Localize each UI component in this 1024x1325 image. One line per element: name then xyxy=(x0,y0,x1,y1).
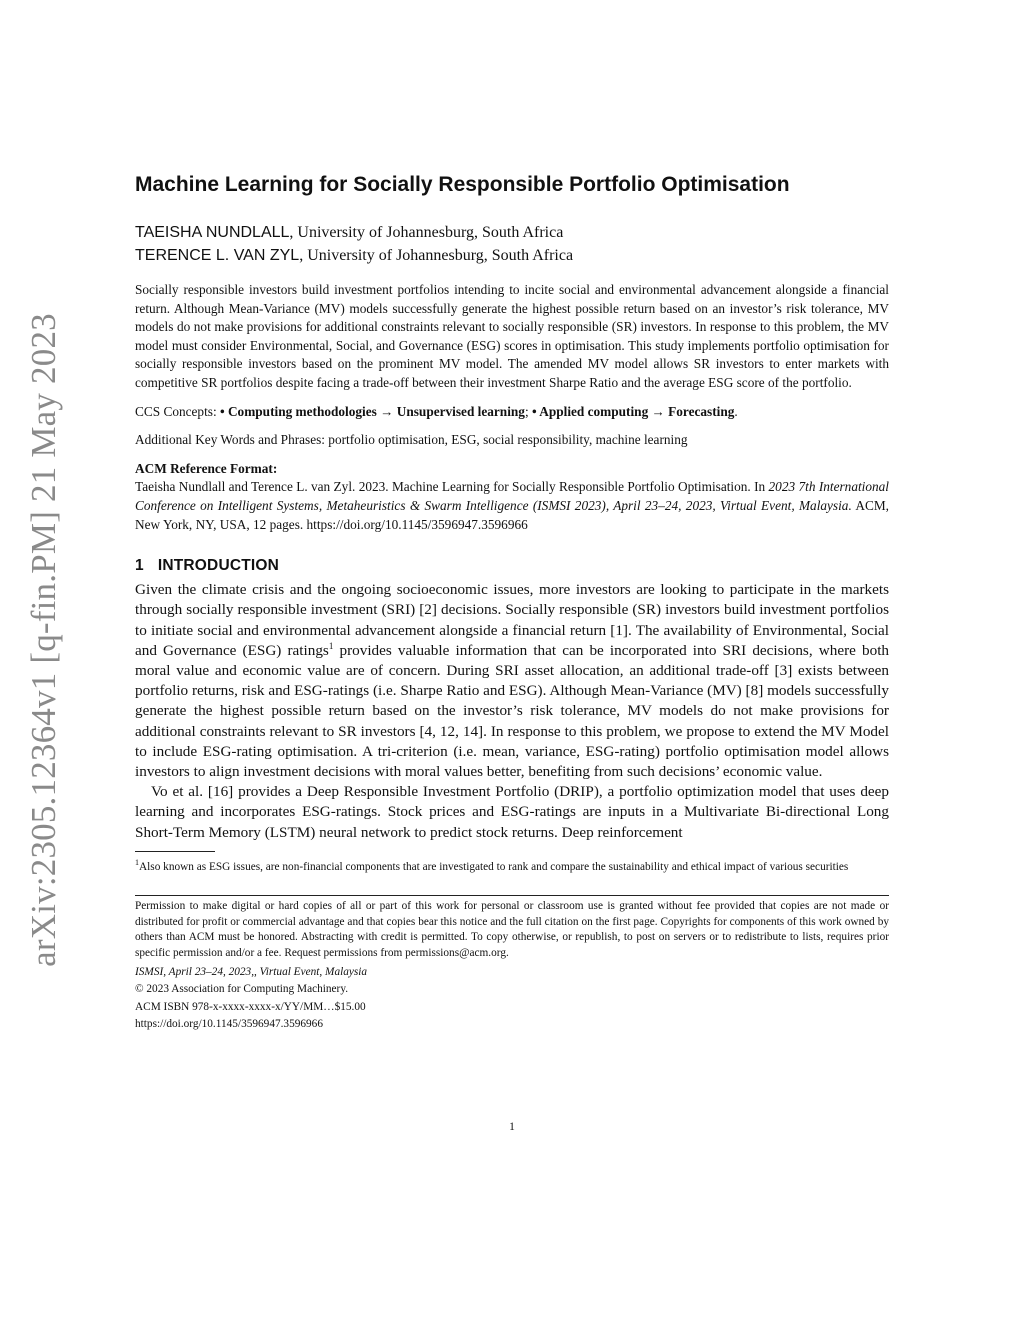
isbn-line: ACM ISBN 978-x-xxxx-xxxx-x/YY/MM…$15.00 xyxy=(135,1000,366,1013)
arxiv-identifier-text: arXiv:2305.12364v1 [q-fin.PM] 21 May 2023 xyxy=(24,313,63,967)
footnote xyxy=(135,855,889,875)
author-affiliation: , University of Johannesburg, South Africa xyxy=(299,247,574,264)
reference-authors-title: Taeisha Nundlall and Terence L. van Zyl. 2023. Machine Learning for Socially Responsible Portfolio Optimisation. In xyxy=(135,479,769,495)
ccs-end: . xyxy=(734,403,738,419)
intro-paragraph-2: Vo et al. [16] provides a Deep Responsible Investment Portfolio (DRIP), a portfolio optimization model that uses deep learning and incorporates ESG-ratings. Stock prices and ESG-ratings are inputs in a Multivariate Bi-directional Long Short-Term Memory (LSTM) neural network to predict stock returns. Deep reinforcement xyxy=(135,783,889,841)
conference-line: ISMSI, April 23–24, 2023,, Virtual Event, Malaysia xyxy=(135,965,368,978)
copyright-line: © 2023 Association for Computing Machinery. xyxy=(135,983,349,995)
reference-publisher: ACM, New York, NY, USA, 12 pages. https://doi.org/10.1145/3596947.3596966 xyxy=(135,497,889,532)
section-title: INTRODUCTION xyxy=(157,557,280,575)
author-affiliation: , University of Johannesburg, South Africa xyxy=(289,224,564,241)
intro-paragraph-1 xyxy=(135,580,889,782)
keywords: Additional Key Words and Phrases: portfolio optimisation, ESG, social responsibility, machine learning xyxy=(135,432,688,448)
footnote-divider xyxy=(135,851,215,852)
author-name: TAEISHA NUNDLALL xyxy=(135,224,290,241)
acm-reference-heading: ACM Reference Format: xyxy=(135,460,278,476)
ccs-concept-1: • Computing methodologies → Unsupervised learning xyxy=(219,403,525,419)
ccs-concepts xyxy=(135,403,889,422)
section-heading xyxy=(135,556,889,576)
author-2 xyxy=(135,244,889,267)
section-number: 1 xyxy=(135,557,144,575)
paper-page xyxy=(135,171,889,1034)
author-1 xyxy=(135,221,889,244)
footnote-text: Also known as ESG issues, are non-financial components that are investigated to rank and compare the sustainability and ethical impact of various securities xyxy=(139,860,849,873)
acm-reference-format xyxy=(135,460,889,534)
paragraph-text: provides valuable information that can be incorporated into SRI decisions, where both moral value and economic value are of concern. During SRI asset allocation, an additional trade-off [3] exists between portfolio returns, risk and ESG-ratings (i.e. Sharpe Ratio and ESG). Although Mean-Variance (MV) [8] models successfully generate the highest possible return based on the investor’s risk tolerance, MV models do not make provisions for additional constraints relevant to SR investors [4, 12, 14]. In response to this problem, we propose to extend the MV Model to include ESG-rating optimisation. A tri-criterion (i.e. mean, variance, ESG-rating) portfolio optimisation model allows investors to align investment decisions with moral values better, benefiting from such decisions’ economic value. xyxy=(135,641,890,780)
reference-venue: 2023 7th International Conference on Intelligent Systems, Metaheuristics & Swarm Intelligence (ISMSI 2023), April 23–24, 2023, Virtual Event, Malaysia. xyxy=(135,479,889,513)
ccs-label: CCS Concepts: xyxy=(135,403,220,419)
abstract: Socially responsible investors build investment portfolios intending to incite social and environmental advancement alongside a financial return. Although Mean-Variance (MV) models successfully generate the highest possible return based on an investor’s risk tolerance, MV models do not make provisions for additional constraints relevant to socially responsible (SR) investors. In response to this problem, the MV model must consider Environmental, Social, and Governance (ESG) scores in optimisation. This study implements portfolio optimisation for socially responsible investors based on the prominent MV model. The amended MV model allows SR investors to enter markets with competitive SR portfolios despite facing a trade-off between their investment Sharpe Ratio and the average ESG score of the portfolio. xyxy=(135,282,889,390)
page-number: 1 xyxy=(509,1121,515,1133)
acm-reference-text xyxy=(135,478,889,534)
paper-title: Machine Learning for Socially Responsible Portfolio Optimisation xyxy=(135,173,790,196)
paragraph-text: Given the climate crisis and the ongoing socioeconomic issues, more investors are looking to participate in the markets through socially responsible investment (SRI) [2] decisions. Socially responsible (SR) investors build investment portfolios to initiate social and environmental advancement alongside a financial return [1]. The availability of Environmental, Social and Governance (ESG) ratings xyxy=(135,581,889,659)
author-list xyxy=(135,221,889,267)
footnote-number: 1 xyxy=(135,857,139,867)
author-name: TERENCE L. VAN ZYL xyxy=(135,247,300,264)
doi-line: https://doi.org/10.1145/3596947.3596966 xyxy=(135,1018,323,1030)
footnote-marker: 1 xyxy=(328,640,334,651)
permission-block xyxy=(135,895,889,1033)
ccs-separator: ; xyxy=(524,403,532,419)
permission-text: Permission to make digital or hard copies of all or part of this work for personal or classroom use is granted without fee provided that copies are not made or distributed for profit or commercial advantage and that copies bear this notice and the full citation on the first page. Copyrights for components of this work owned by others than ACM must be honored. Abstracting with credit is permitted. To copy otherwise, or republish, to post on servers or to redistribute to lists, requires prior specific permission and/or a fee. Request permissions from permissions@acm.org. xyxy=(135,900,889,959)
ccs-concept-2: • Applied computing → Forecasting xyxy=(531,403,735,419)
